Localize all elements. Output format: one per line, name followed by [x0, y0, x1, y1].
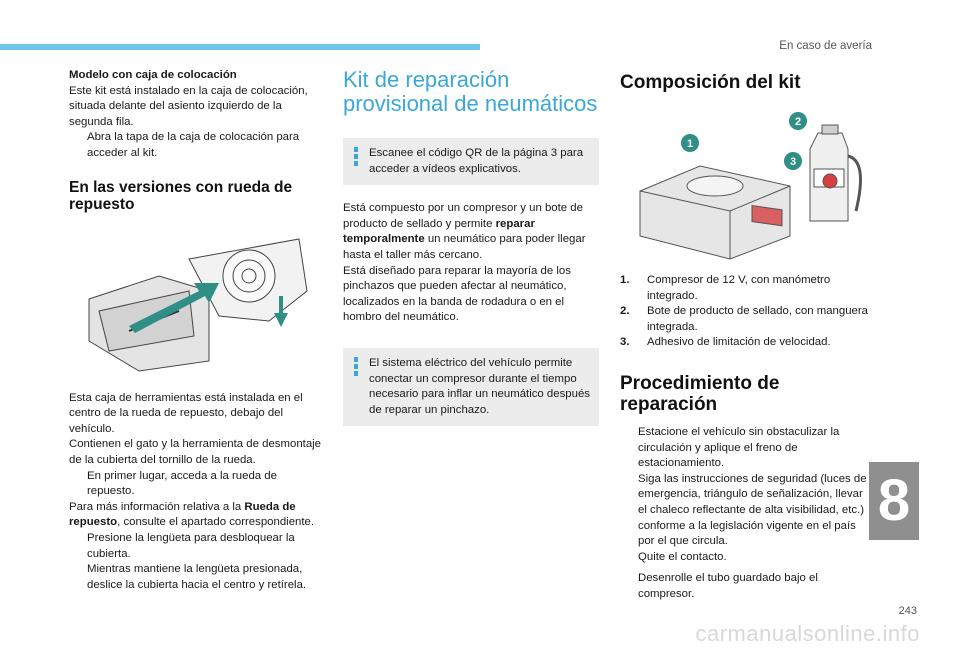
list-item: Desenrolle el tubo guardado bajo el compresor.: [638, 572, 818, 600]
subheading-spare-wheel: En las versiones con rueda de repuesto: [69, 178, 293, 213]
callout-2: [789, 112, 807, 130]
list-item: 2. Bote de producto de sellado, con manguera integrada.: [620, 305, 869, 333]
heading-repair-procedure: Procedimiento de reparación: [620, 372, 780, 415]
list-item: Presione la lengüeta para desbloquear la cubierta.: [87, 531, 295, 560]
note-box-qr: [343, 138, 599, 185]
list-item: Estacione el vehículo sin obstaculizar la circulación y aplique el freno de estacionamiento.: [638, 425, 840, 470]
list-item: En primer lugar, acceda a la rueda de repuesto.: [87, 469, 277, 498]
paragraph: Esta caja de herramientas está instalada en el centro de la rueda de repuesto, debajo del vehículo.: [69, 391, 303, 435]
paragraph: Este kit está instalado en la caja de colocación, situada delante del asiento izquierdo de la segunda fila.: [69, 84, 308, 128]
heading-kit-composition: Composición del kit: [620, 72, 801, 93]
svg-text:2: 2: [794, 116, 802, 128]
svg-text:1: 1: [686, 138, 694, 150]
repair-kit-illustration: [620, 111, 870, 261]
kit-items-list: [620, 273, 870, 351]
top-accent-bar: [0, 44, 480, 50]
list-item: Abra la tapa de la caja de colocación para acceder al kit.: [87, 131, 300, 159]
section-title: En caso de avería: [779, 40, 872, 52]
paragraph-composition: Está compuesto por un compresor y un bote de producto de sellado y permite reparar temporalmente un neumático para poder llegar hasta el taller más cercano.: [343, 202, 586, 261]
page-number: 243: [898, 605, 917, 617]
list-item: 1. Compresor de 12 V, con manómetro integrado.: [620, 274, 831, 302]
heading-storage-box: Modelo con caja de colocación: [69, 69, 237, 81]
note-text: Escanee el código QR de la página 3 para acceder a vídeos explicativos.: [369, 147, 584, 175]
column-left: [69, 68, 327, 593]
list-item: Siga las instrucciones de seguridad (luces de emergencia, triángulo de señalización, llevar el chaleco reflectante de alta visibilidad, etc.) conforme a la legislación vigente en el país por el que circula.: [638, 472, 867, 548]
watermark: carmanualsonline.info: [695, 621, 920, 646]
note-text: El sistema eléctrico del vehículo permite conectar un compresor durante el tiempo necesario para inflar un neumático después de reparar un pinchazo.: [369, 356, 590, 416]
list-item: Mientras mantiene la lengüeta presionada, deslice la cubierta hacia el centro y retírela.: [87, 563, 307, 591]
spare-wheel-toolbox-illustration: [69, 221, 327, 381]
column-middle: [343, 68, 599, 426]
note-box-electrical: [343, 348, 599, 426]
note-marker-icon: [354, 147, 358, 168]
column-right: [620, 68, 870, 603]
paragraph: Está diseñado para reparar la mayoría de los pinchazos que pueden afectar al neumático, localizados en la banda de rodadura o en el hombro del neumático.: [343, 264, 571, 324]
page-title: Kit de reparación provisional de neumáticos: [343, 67, 598, 116]
paragraph: Contienen el gato y la herramienta de desmontaje de la cubierta del tornillo de la rueda.: [69, 438, 322, 466]
procedure-steps: [620, 425, 870, 603]
list-item: 3. Adhesivo de limitación de velocidad.: [620, 336, 831, 349]
note-marker-icon: [354, 357, 358, 378]
callout-3: [784, 152, 802, 170]
link-spare-wheel: Rueda de repuesto: [69, 500, 296, 529]
list-item: Quite el contacto.: [638, 550, 727, 563]
callout-1: [681, 134, 699, 152]
paragraph-reference: Para más información relativa a la Rueda de repuesto, consulte el apartado correspondiente.: [69, 500, 315, 529]
chapter-tab: 8: [869, 462, 919, 540]
svg-text:3: 3: [789, 156, 797, 168]
